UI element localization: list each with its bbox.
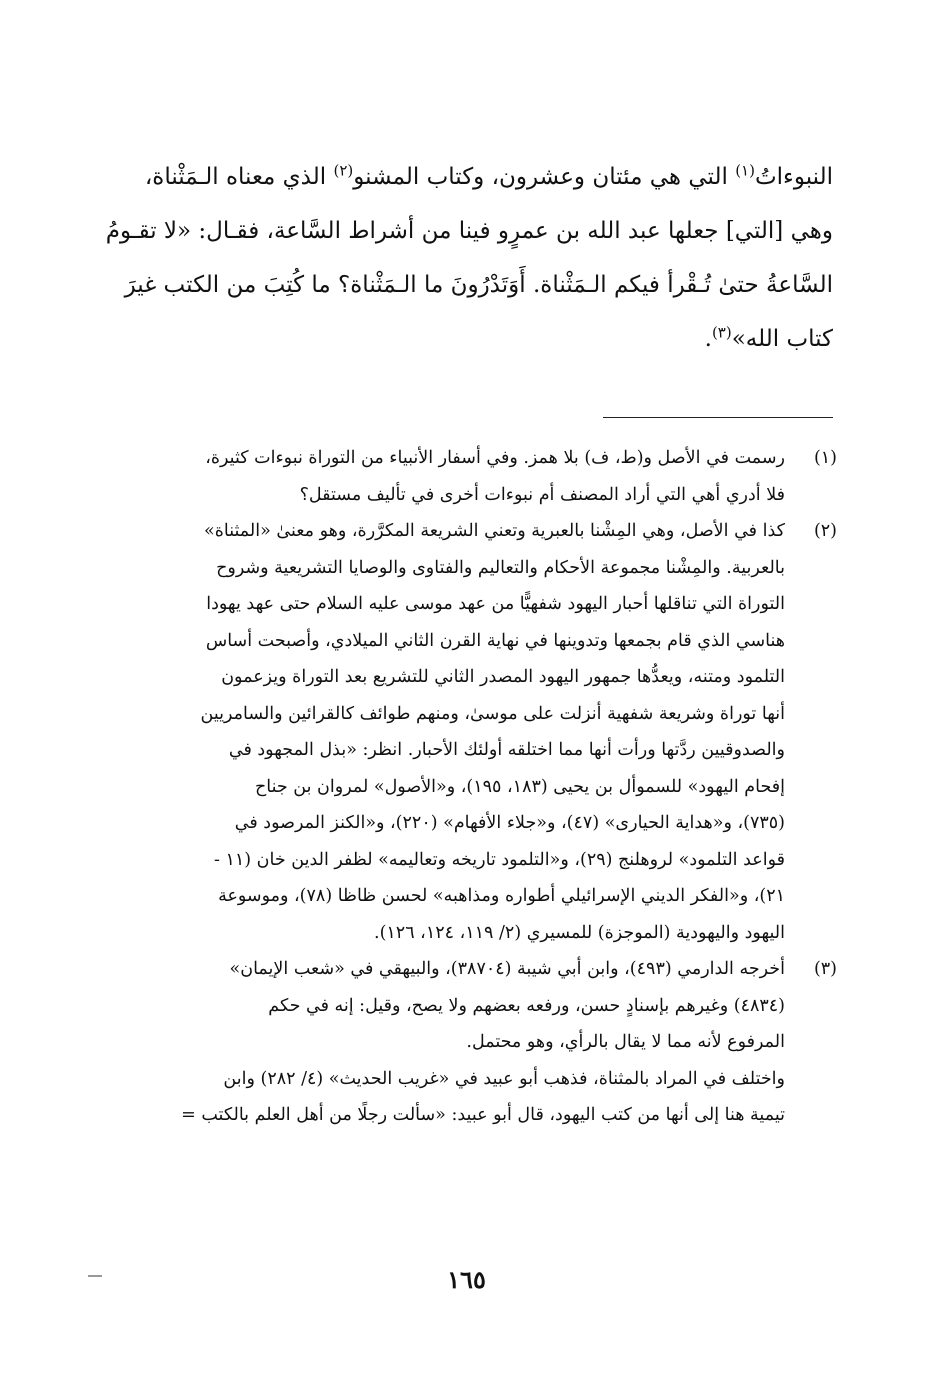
- footnote-2-line: والصدوقيين ردَّتها ورأت أنها مما اختلقه أولئك الأحبار. انظر: «بذل المجهود في: [228, 740, 785, 760]
- footnote-1: [97, 440, 837, 513]
- footnote-1-line: رسمت في الأصل و(ط، ف) بلا همز. وفي أسفار الأنبياء من التوراة نبوءات كثيرة،: [205, 448, 785, 468]
- main-text: [98, 150, 833, 366]
- footnote-3-line: واختلف في المراد بالمثناة، فذهب أبو عبيد في «غريب الحديث» (٤/ ٢٨٢) وابن: [223, 1068, 785, 1089]
- main-text-line-1: النبوءاتُ$^{(١)}$ التي هي مئتان وعشرون، وكتاب المشنو$^{(٢)}$ الذي معناه الـمَثْناة،: [144, 161, 833, 190]
- footnote-2-line: إفحام اليهود» للسموأل بن يحيى (١٨٣، ١٩٥)، و«الأصول» لمروان بن جناح: [255, 776, 785, 797]
- footnote-ref-3[interactable]: (٣): [711, 323, 732, 342]
- footnote-ref-2[interactable]: (٢): [333, 161, 354, 180]
- main-text-line-3: السَّاعةُ حتىٰ تُـقْرأ فيكم الـمَثْناة. أَوَتَدْرُونَ ما الـمَثْناة؟ ما كُتِبَ من الكتب غيرَ: [124, 272, 833, 298]
- footnote-2-line: ٢١)، و«الفكر الديني الإسرائيلي أطواره ومذاهبه» لحسن ظاظا (٧٨)، وموسوعة: [218, 886, 785, 906]
- footnote-3: [97, 951, 837, 1061]
- footnote-2-line: (٧٣٥)، و«هداية الحيارى» (٤٧)، و«جلاء الأفهام» (٢٢٠)، و«الكنز المرصود في: [234, 813, 785, 833]
- footnote-2: [97, 513, 837, 951]
- footnote-2-line: اليهود واليهودية (الموجزة) للمسيري (٢/ ١١٩، ١٢٤، ١٢٦).: [374, 922, 785, 943]
- footnote-3-line: تيمية هنا إلى أنها من كتب اليهود، قال أبو عبيد: «سألت رجلًا من أهل العلم بالكتب =: [181, 1105, 785, 1125]
- footnote-3-line: المرفوع لأنه مما لا يقال بالرأي، وهو محتمل.: [466, 1032, 785, 1052]
- scan-mark: [88, 1275, 102, 1277]
- footnote-2-line: التوراة التي تناقلها أحبار اليهود شفهيًّا من عهد موسى عليه السلام حتى عهد يهودا: [206, 594, 785, 614]
- footnote-number-3: (٣): [813, 959, 837, 979]
- footnote-2-line: كذا في الأصل، وهي المِشْنا بالعبرية وتعني الشريعة المكرَّرة، وهو معنىٰ «المثناة»: [204, 521, 785, 541]
- footnote-ref-1[interactable]: (١): [735, 161, 755, 180]
- footnote-2-line: بالعربية. والمِشْنا مجموعة الأحكام والتعاليم والفتاوى والوصايا التشريعية وشروح: [216, 557, 785, 578]
- main-text-line-2: وهي [التي] جعلها عبد الله بن عمرٍو فينا من أشراط السَّاعة، فقـال: «لا تقـومُ: [105, 218, 833, 244]
- footnote-2-line: التلمود ومتنه، ويعدُّها جمهور اليهود المصدر الثاني للتشريع بعد التوراة ويزعمون: [221, 667, 785, 687]
- footnote-divider: [603, 417, 833, 418]
- footnote-3-line: أخرجه الدارمي (٤٩٣)، وابن أبي شيبة (٣٨٧٠٤)، والبيهقي في «شعب الإيمان»: [229, 959, 785, 979]
- footnote-number-2: (٢): [813, 521, 837, 541]
- footnote-3-line: (٤٨٣٤) وغيرهم بإسنادٍ حسن، ورفعه بعضهم ولا يصح، وقيل: إنه في حكم: [268, 995, 785, 1016]
- footnote-2-line: هناسي الذي قام بجمعها وتدوينها في نهاية القرن الثاني الميلادي، وأصبحت أساس: [205, 630, 785, 651]
- main-text-line-4: كتاب الله»$^{(٣)}$.: [704, 323, 833, 352]
- footnote-3-continuation: [97, 1061, 837, 1134]
- footnote-number-1: (١): [813, 448, 837, 468]
- footnotes-section: [97, 440, 837, 1134]
- page-number: ١٦٥: [447, 1265, 486, 1294]
- footnote-2-line: أنها توراة وشريعة شفهية أنزلت على موسىٰ، ومنهم طوائف كالقرائين والسامريين: [200, 703, 785, 724]
- footnote-1-line: فلا أدري أهي التي أراد المصنف أم نبوءات أخرى في تأليف مستقل؟: [299, 484, 785, 505]
- footnote-2-line: قواعد التلمود» لروهلنج (٢٩)، و«التلمود تاريخه وتعاليمه» لظفر الدين خان (١١ -: [214, 849, 785, 870]
